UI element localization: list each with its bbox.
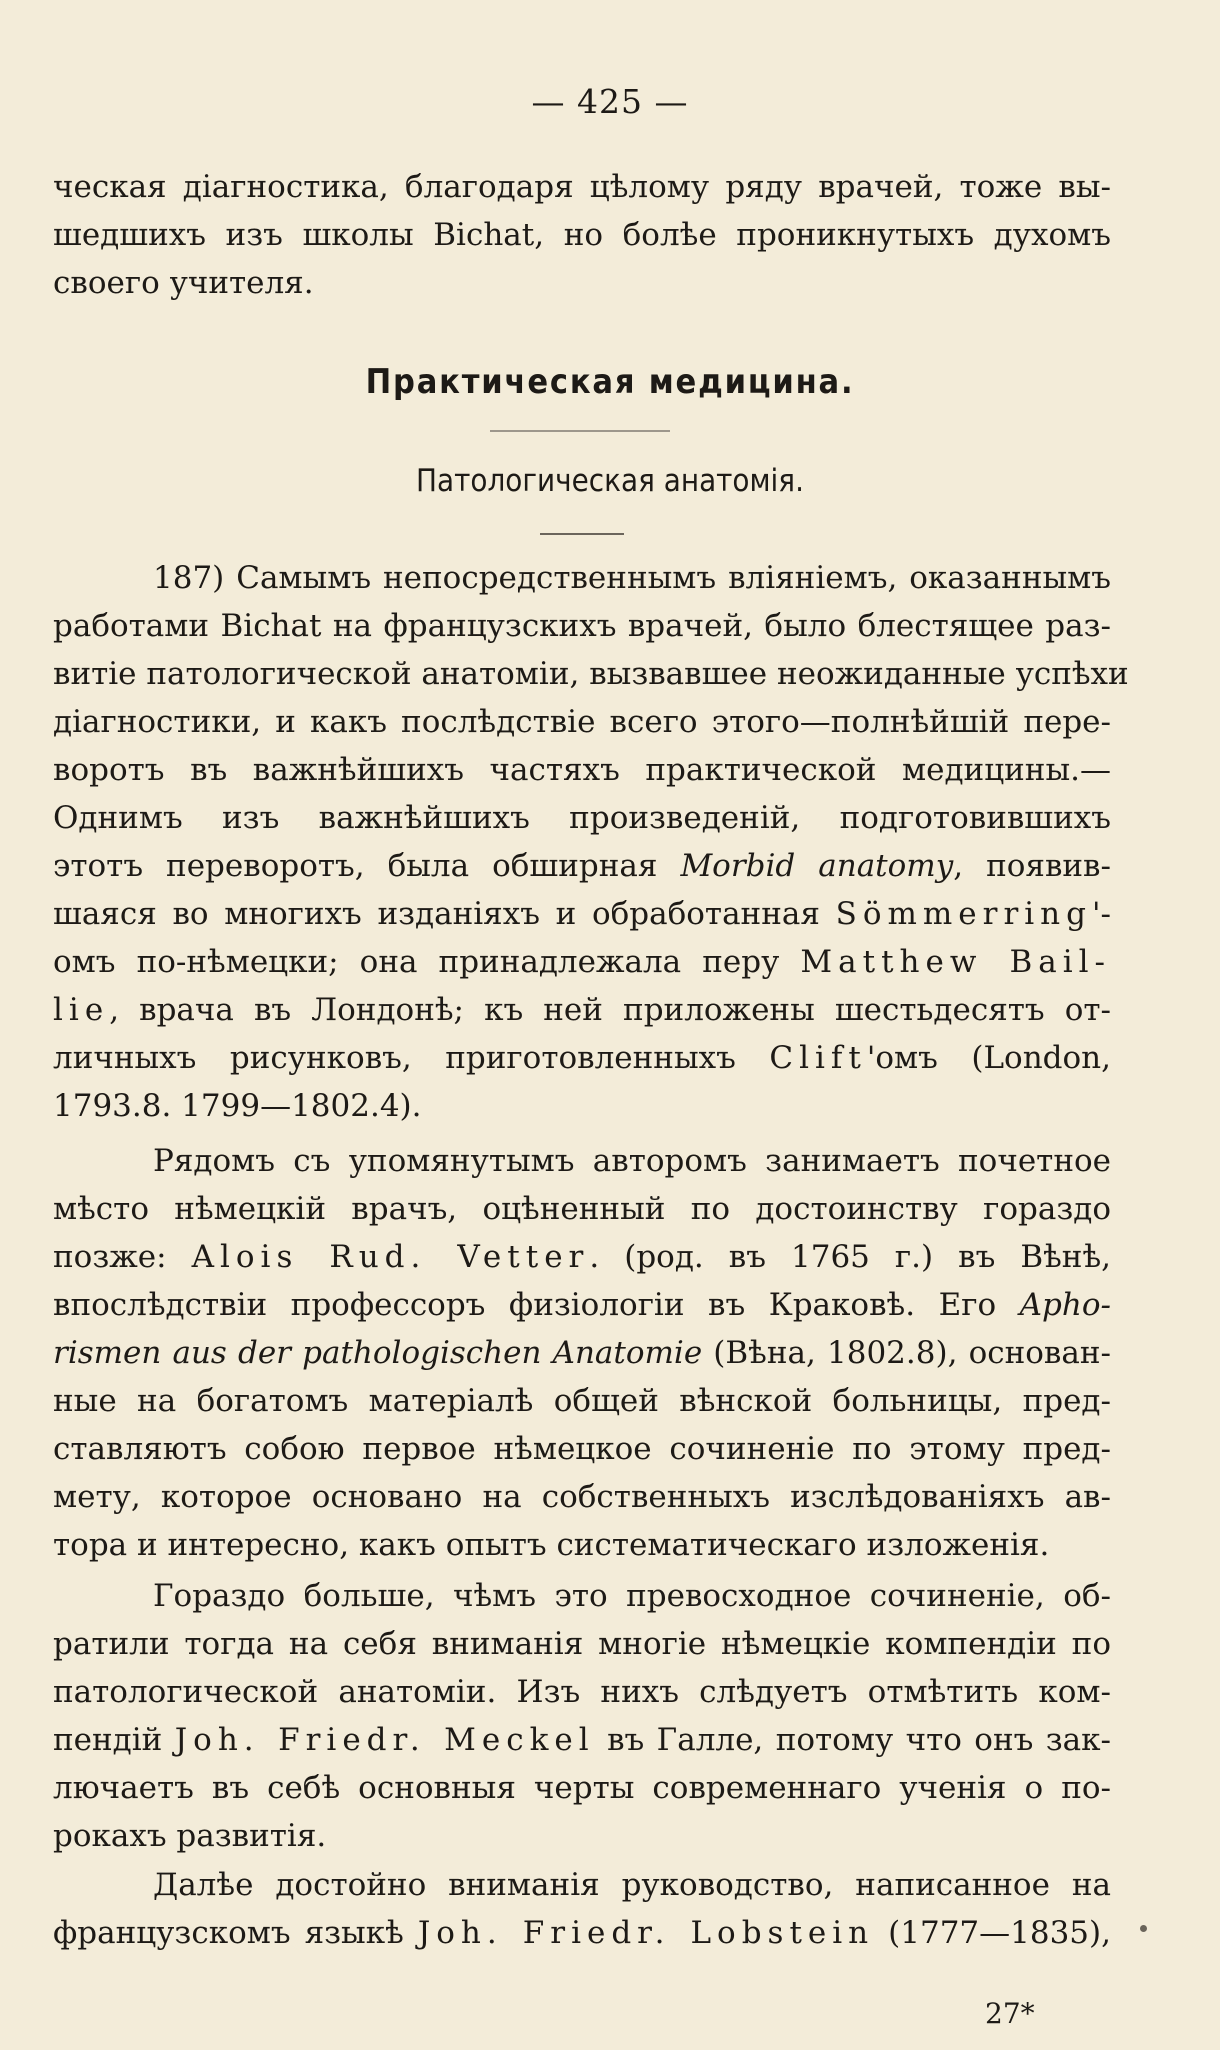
text-line: воротъ въ важнѣйшихъ частяхъ практической медицины.— xyxy=(53,752,1111,788)
text-run: французскомъ языкѣ xyxy=(53,1915,418,1951)
heading-rule xyxy=(490,430,670,432)
signature-mark: 27* xyxy=(985,1997,1035,2030)
text-line: Далѣе достойно вниманія руководство, написанное на xyxy=(153,1867,1111,1903)
paragraph-vetter xyxy=(53,1137,1111,1569)
text-run: въ Галле, потому что онъ зак- xyxy=(594,1722,1112,1758)
person-name: Joh. Friedr. Lobstein xyxy=(417,1915,875,1951)
text-line: витіе патологической анатоміи, вызвавшее неожиданные успѣхи xyxy=(53,656,1129,692)
text-line xyxy=(53,1281,1111,1329)
paragraph-187 xyxy=(53,554,1129,1130)
text-line xyxy=(53,938,1111,986)
text-line: тора и интересно, какъ опытъ систематическаго изложенія. xyxy=(53,1527,1050,1563)
text-line: ставляютъ собою первое нѣмецкое сочиненіе по этому пред- xyxy=(53,1431,1111,1467)
text-line: Гораздо больше, чѣмъ это превосходное сочиненіе, об- xyxy=(153,1578,1111,1614)
person-name: lie xyxy=(53,992,110,1028)
text-line: 187) Самымъ непосредственнымъ вліяніемъ, оказаннымъ xyxy=(153,560,1111,596)
paragraph-lobstein xyxy=(53,1861,1111,1957)
text-line: ные на богатомъ матеріалѣ общей вѣнской больницы, пред- xyxy=(53,1383,1111,1419)
text-line: мету, которое основано на собственныхъ изслѣдованіяхъ ав- xyxy=(53,1479,1111,1515)
subsection-heading: Патологическая анатомія. xyxy=(416,463,804,499)
page-number: — 425 — xyxy=(531,82,689,121)
intro-paragraph xyxy=(53,163,1111,307)
text-run: '- xyxy=(1092,896,1111,932)
person-name: Alois Rud. Vetter xyxy=(191,1239,590,1275)
text-run: , появив- xyxy=(953,848,1111,884)
text-line: діагностики, и какъ послѣдствіе всего этого—полнѣйшій пере- xyxy=(53,704,1111,740)
subheading-rule xyxy=(540,533,624,535)
text-line xyxy=(53,1034,1111,1082)
text-run: личныхъ рисунковъ, приготовленныхъ xyxy=(53,1040,770,1076)
text-run: позже: xyxy=(53,1239,192,1275)
text-line: работами Bichat на французскихъ врачей, было блестящее раз- xyxy=(53,608,1111,644)
text-line: своего учителя. xyxy=(53,265,314,301)
text-line: Рядомъ съ упомянутымъ авторомъ занимаетъ почетное xyxy=(153,1143,1111,1179)
text-run: впослѣдствіи профессоръ физіологіи въ Краковѣ. Его xyxy=(53,1287,1020,1323)
person-name: Sömmerring xyxy=(835,896,1092,932)
text-line: лючаетъ въ себѣ основныя черты современнаго ученія о по- xyxy=(53,1770,1111,1806)
section-heading: Практическая медицина. xyxy=(365,362,855,402)
person-name: Matthew Bail- xyxy=(800,944,1112,980)
text-line: патологической анатоміи. Изъ нихъ слѣдуетъ отмѣтить ком- xyxy=(53,1674,1111,1710)
text-run: пендій xyxy=(53,1722,175,1758)
text-line xyxy=(53,986,1111,1034)
text-line: Однимъ изъ важнѣйшихъ произведеній, подготовившихъ xyxy=(53,800,1111,836)
text-line xyxy=(53,1716,1111,1764)
text-run: 'омъ (London, xyxy=(866,1040,1111,1076)
text-line: мѣсто нѣмецкій врачъ, оцѣненный по достоинству гораздо xyxy=(53,1191,1111,1227)
book-title: Morbid anatomy xyxy=(680,848,954,884)
text-line xyxy=(53,842,1111,890)
ink-dot xyxy=(1140,1925,1147,1932)
text-line xyxy=(53,890,1111,938)
text-run: шаяся во многихъ изданіяхъ и обработанная xyxy=(53,896,836,932)
text-run: этотъ переворотъ, была обширная xyxy=(53,848,681,884)
text-run: (Вѣна, 1802.8), основан- xyxy=(702,1335,1111,1371)
paragraph-meckel xyxy=(53,1572,1111,1860)
text-line: шедшихъ изъ школы Bichat, но болѣе проникнутыхъ духомъ xyxy=(53,217,1111,253)
text-line: рокахъ развитія. xyxy=(53,1818,327,1854)
book-title: Apho- xyxy=(1019,1287,1111,1323)
text-line xyxy=(53,1233,1111,1281)
text-line: ческая діагностика, благодаря цѣлому ряду врачей, тоже вы- xyxy=(53,169,1111,205)
text-line: ратили тогда на себя вниманія многіе нѣмецкіе компендіи по xyxy=(53,1626,1111,1662)
text-run: (1777—1835), xyxy=(874,1915,1111,1951)
text-line: 1793.8. 1799—1802.4). xyxy=(53,1088,422,1124)
text-run: . (род. въ 1765 г.) въ Вѣнѣ, xyxy=(589,1239,1112,1275)
text-run: омъ по-нѣмецки; она принадлежала перу xyxy=(53,944,801,980)
book-title: rismen aus der pathologischen Anatomie xyxy=(53,1335,703,1371)
person-name: Joh. Friedr. Meckel xyxy=(174,1722,595,1758)
text-line xyxy=(53,1909,1111,1957)
text-line xyxy=(53,1329,1111,1377)
person-name: Clift xyxy=(769,1040,867,1076)
text-run: , врача въ Лондонѣ; къ ней приложены шестьдесятъ от- xyxy=(109,992,1111,1028)
